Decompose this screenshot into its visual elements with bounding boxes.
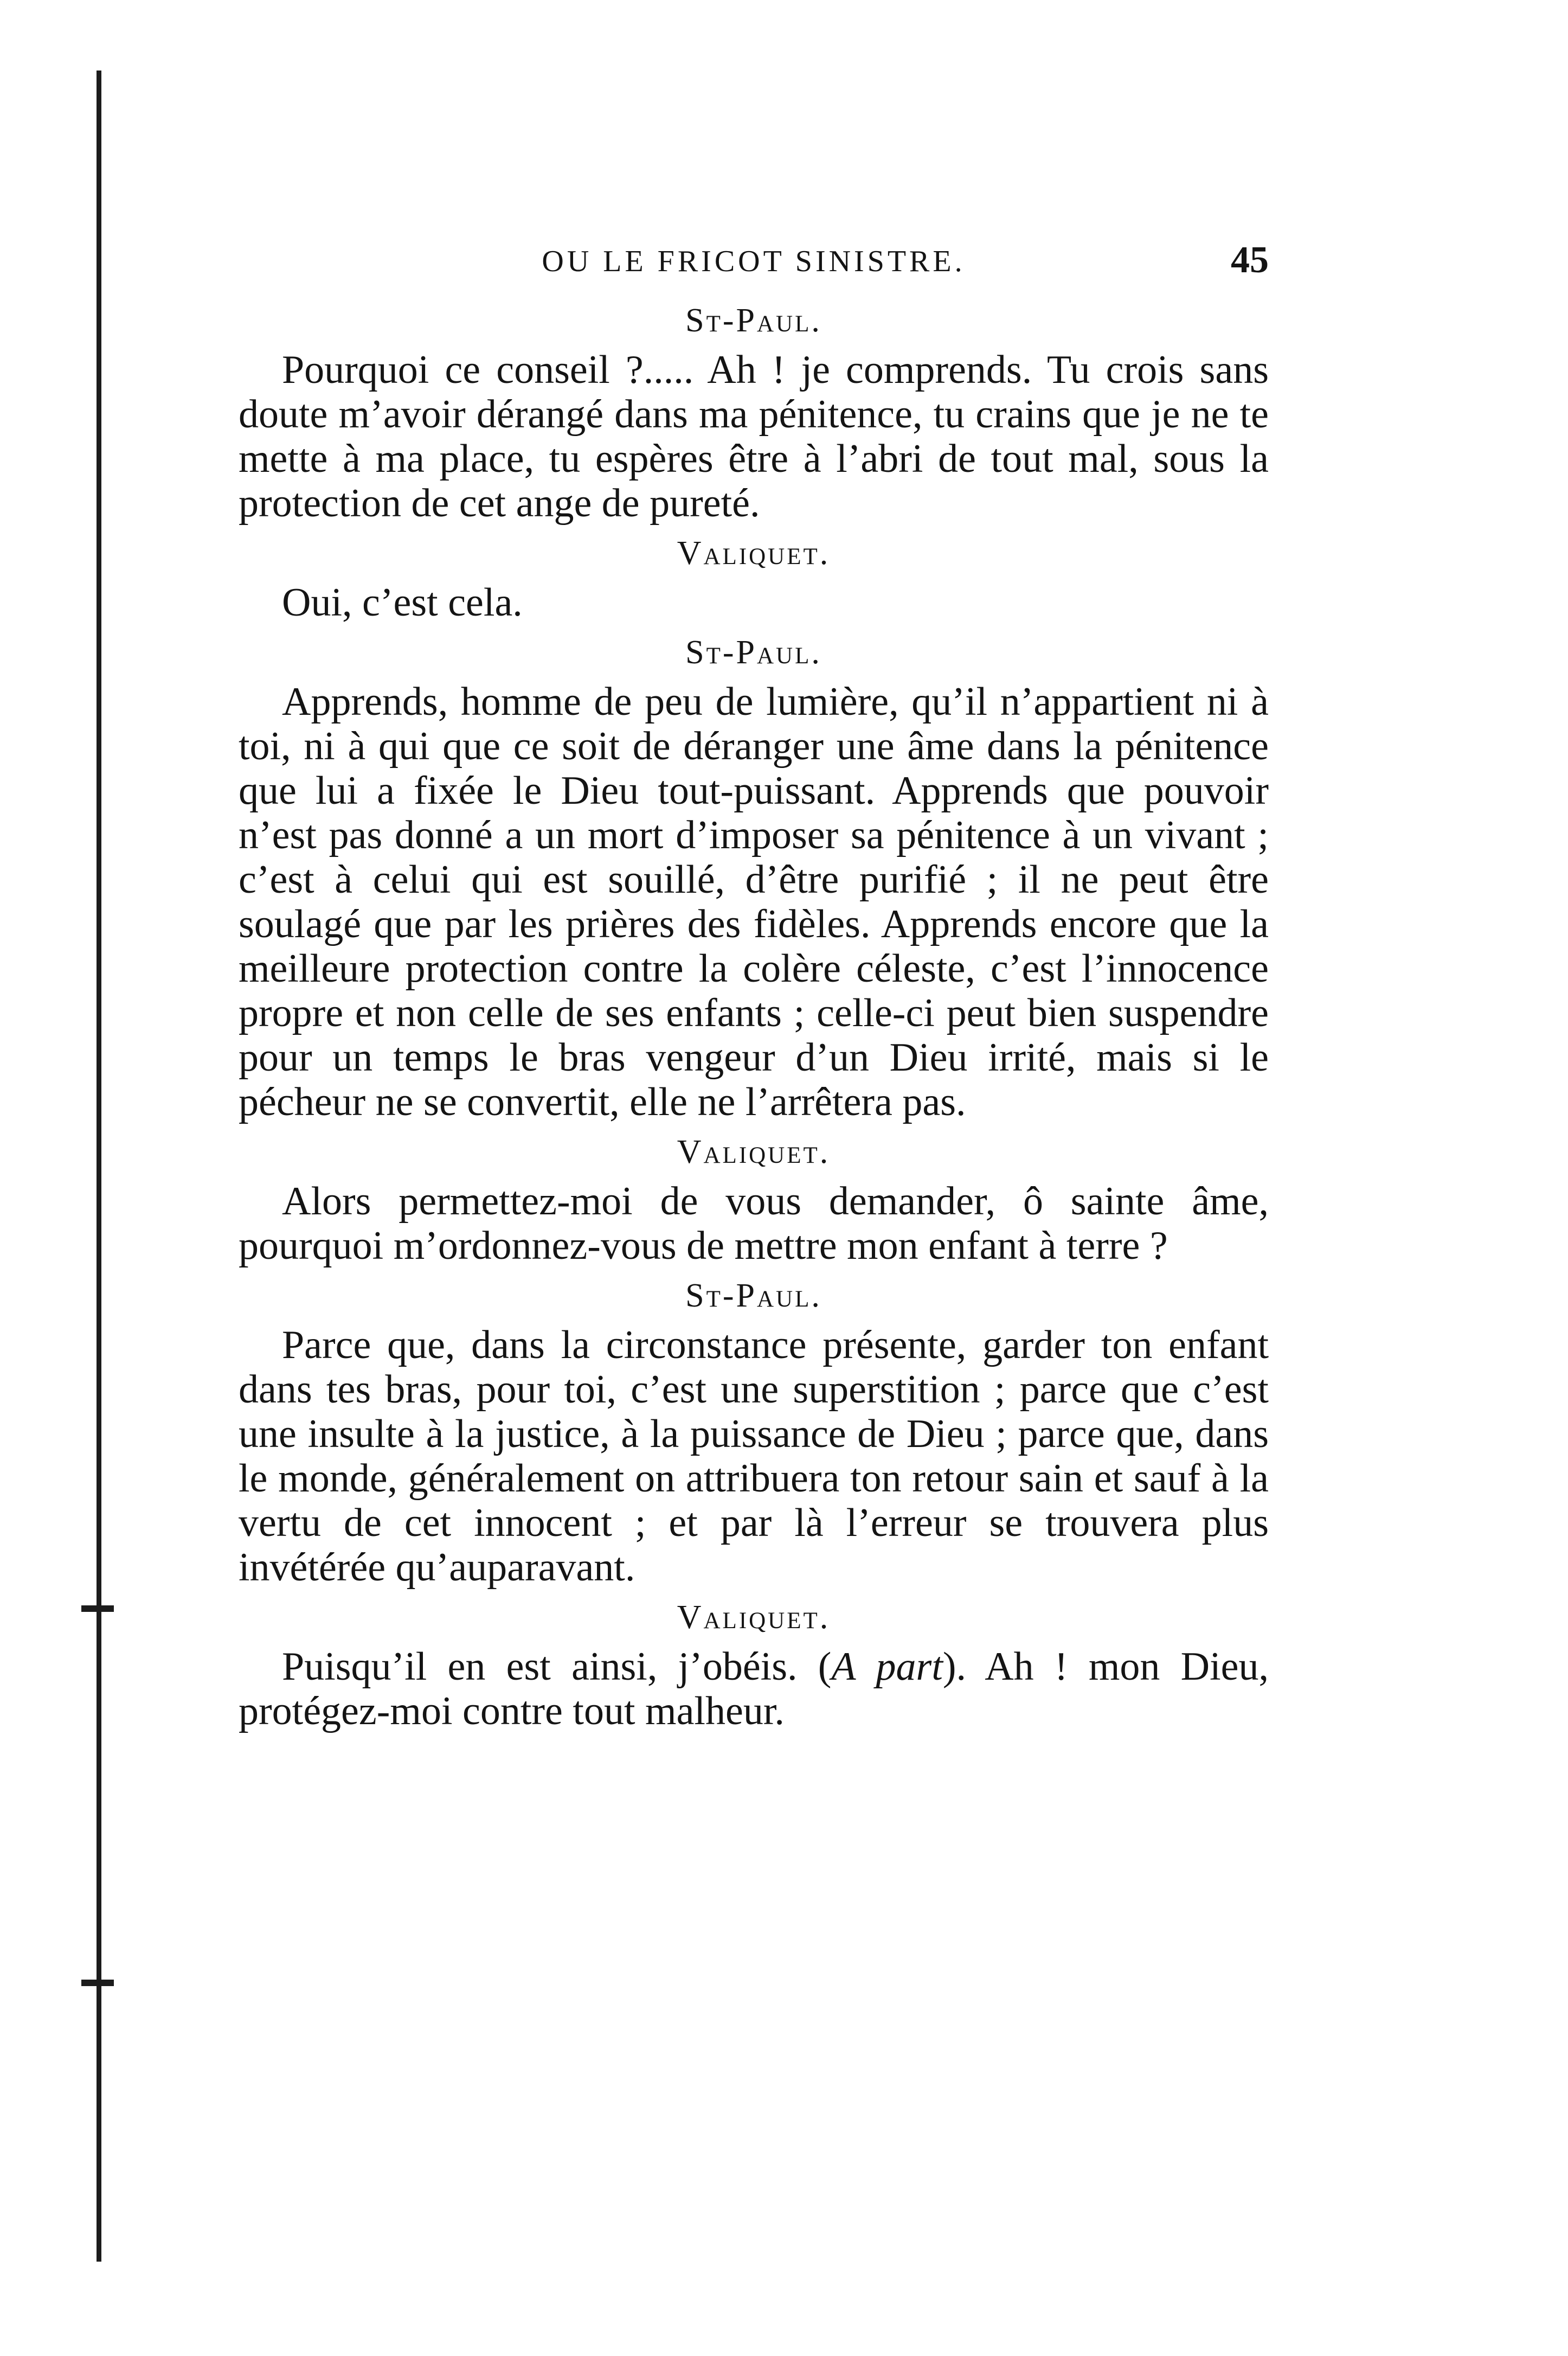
binding-edge (97, 71, 101, 2262)
speech-text: Alors permettez-moi de vous demander, ô sainte âme, pourquoi m’ordonnez-vous de mettre mon enfant à terre ? (239, 1179, 1269, 1268)
speaker-name: Valiquet. (677, 1134, 831, 1170)
speaker-name: St-Paul. (685, 634, 822, 671)
speech-text: Oui, c’est cela. (282, 580, 523, 625)
stage-direction: A part (831, 1644, 943, 1689)
page-number: 45 (1231, 239, 1269, 281)
speech-text: Pourquoi ce conseil ?..... Ah ! je comprends. Tu crois sans doute m’avoir dérangé dans ma pénitence, tu crains que je ne te mette à ma place, tu espères être à l’abri de tout mal, sous la protection de cet ange de pureté. (239, 348, 1269, 526)
book-page (239, 228, 1269, 1741)
speaker-name: St-Paul. (685, 302, 822, 339)
binding-mark (81, 1980, 114, 1986)
speech-text: Apprends, homme de peu de lumière, qu’il n’appartient ni à toi, ni à qui que ce soit de déranger une âme dans la pénitence que lui a fixée le Dieu tout-puissant. Apprends que pouvoir n’est pas donné a un mort d’imposer sa pénitence à un vivant ; c’est à celui qui est souillé, d’être purifié ; il ne peut être soulagé que par les prières des fidèles. Apprends encore que la meilleure protection contre la colère céleste, c’est l’innocence propre et non celle de ses enfants ; celle-ci peut bien suspendre pour un temps le bras vengeur d’un Dieu irrité, mais si le pécheur ne se convertit, elle ne l’arrêtera pas. (239, 680, 1269, 1124)
speech-text-after: ). Ah ! mon Dieu, protégez-moi contre tout malheur. (239, 1644, 1269, 1733)
speech-text-before: Puisqu’il en est ainsi, j’obéis. ( (282, 1644, 832, 1689)
speaker-name: St-Paul. (685, 1277, 822, 1314)
speech-text (239, 1644, 1269, 1733)
running-head (239, 228, 1269, 293)
speaker-name: Valiquet. (677, 1599, 831, 1636)
running-title: OU LE FRICOT SINISTRE. (542, 245, 966, 278)
speaker-name: Valiquet. (677, 535, 831, 572)
binding-mark (81, 1605, 114, 1612)
speech-text: Parce que, dans la circonstance présente, garder ton enfant dans tes bras, pour toi, c’est une superstition ; parce que c’est une insulte à la justice, à la puissance de Dieu ; parce que, dans le monde, généralement on attribuera ton retour sain et sauf à la vertu de cet innocent ; et par là l’erreur se trouvera plus invétérée qu’auparavant. (239, 1323, 1269, 1590)
